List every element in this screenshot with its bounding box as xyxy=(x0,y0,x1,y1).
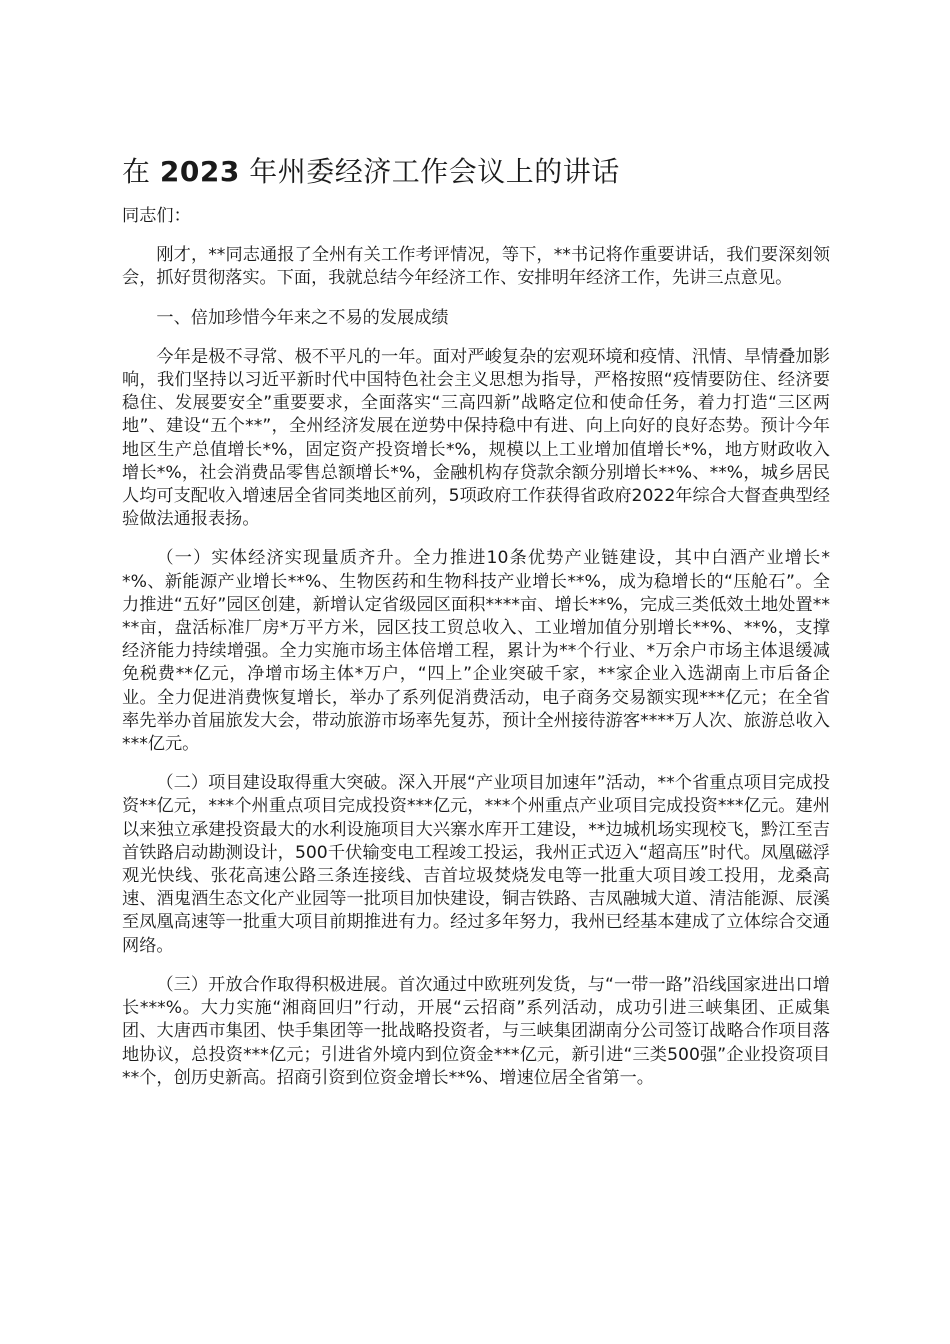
salutation: 同志们： xyxy=(122,206,191,226)
title-suffix: 年州委经济工作会议上的讲话 xyxy=(249,155,620,188)
title-prefix: 在 xyxy=(122,155,151,188)
subsection-real-economy: （一）实体经济实现量质齐升。全力推进10条优势产业链建设，其中白酒产业增长**%、新能源产业增长**%、生物医药和生物科技产业增长**%，成为稳增长的“压舱石”。全力推进“五好”园区创建，新增认定省级园区面积****亩、增长**%，完成三类低效土地处置****亩，盘活标准厂房*万平方米，园区技工贸总收入、工业增加值分别增长**%、**%，支撑经济能力持续增强。全力实施市场主体倍增工程，累计为**个行业、*万余户市场主体退缓减免税费**亿元，净增市场主体*万户，“四上”企业突破千家，**家企业入选湖南上市后备企业。全力促进消费恢复增长，举办了系列促消费活动，电子商务交易额实现***亿元；在全省率先举办首届旅发大会，带动旅游市场率先复苏，预计全州接待游客****万人次、旅游总收入***亿元。 xyxy=(122,548,830,755)
speech-body xyxy=(122,205,830,1090)
overview-paragraph: 今年是极不寻常、极不平凡的一年。面对严峻复杂的宏观环境和疫情、汛情、旱情叠加影响，我们坚持以习近平新时代中国特色社会主义思想为指导，严格按照“疫情要防住、经济要稳住、发展要安全”重要要求，全面落实“三高四新”战略定位和使命任务，着力打造“三区两地”、建设“五个**”，全州经济发展在逆势中保持稳中有进、向上向好的良好态势。预计今年地区生产总值增长*%，固定资产投资增长*%，规模以上工业增加值增长*%，地方财政收入增长*%，社会消费品零售总额增长*%，金融机构存贷款余额分别增长**%、**%，城乡居民人均可支配收入增速居全省同类地区前列，5项政府工作获得省政府2022年综合大督查典型经验做法通报表扬。 xyxy=(122,346,830,530)
opening-paragraph: 刚才，**同志通报了全州有关工作考评情况，等下，**书记将作重要讲话，我们要深刻领会，抓好贯彻落实。下面，我就总结今年经济工作、安排明年经济工作，先讲三点意见。 xyxy=(122,245,830,289)
page-title xyxy=(122,152,620,192)
subsection-open-cooperation: （三）开放合作取得积极进展。首次通过中欧班列发货，与“一带一路”沿线国家进出口增长***%。大力实施“湘商回归”行动，开展“云招商”系列活动，成功引进三峡集团、正威集团、大唐西市集团、快手集团等一批战略投资者，与三峡集团湖南分公司签订战略合作项目落地协议，总投资***亿元；引进省外境内到位资金***亿元，新引进“三类500强”企业投资项目**个，创历史新高。招商引资到位资金增长**%、增速位居全省第一。 xyxy=(122,974,830,1088)
subsection-project-construction: （二）项目建设取得重大突破。深入开展“产业项目加速年”活动，**个省重点项目完成投资**亿元，***个州重点项目完成投资***亿元，***个州重点产业项目完成投资***亿元。建州以来独立承建投资最大的水利设施项目大兴寨水库开工建设，**边城机场实现校飞，黔江至吉首铁路启动勘测设计，500千伏输变电工程竣工投运，我州正式迈入“超高压”时代。凤凰磁浮观光快线、张花高速公路三条连接线、吉首垃圾焚烧发电等一批重大项目竣工投用，龙桑高速、酒鬼酒生态文化产业园等一批项目加快建设，铜吉铁路、吉凤融城大道、清洁能源、辰溪至凤凰高速等一批重大项目前期推进有力。经过多年努力，我州已经基本建成了立体综合交通网络。 xyxy=(122,773,830,956)
title-year: 2023 xyxy=(159,155,240,188)
section-heading-one: 一、倍加珍惜今年来之不易的发展成绩 xyxy=(156,307,449,328)
